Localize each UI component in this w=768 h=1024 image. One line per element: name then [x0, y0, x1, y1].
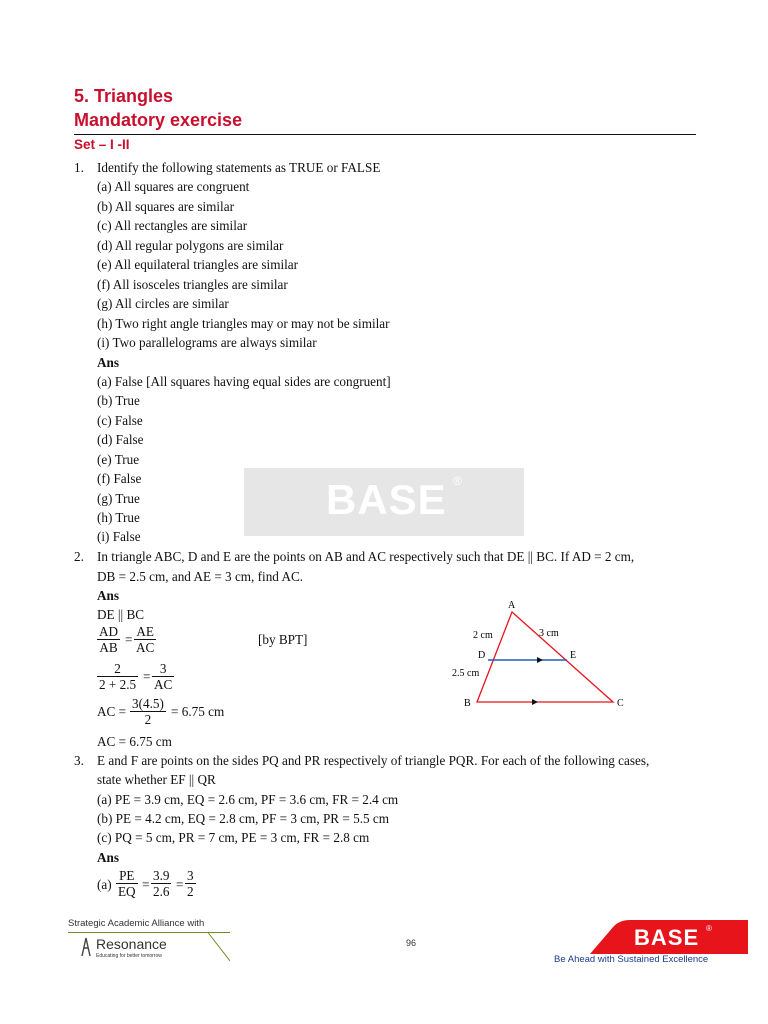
- q1-item: (c) All rectangles are similar: [97, 218, 248, 233]
- numerator: 3: [152, 661, 174, 677]
- q1-answer: (i) False: [97, 529, 141, 544]
- resonance-emblem-icon: [82, 938, 90, 956]
- base-logo-text: BASE: [634, 925, 700, 950]
- numerator: PE: [116, 868, 138, 884]
- base-logo: [590, 914, 750, 954]
- equals-sign: =: [125, 632, 133, 647]
- denominator: AB: [99, 640, 118, 655]
- denominator: AC: [154, 677, 173, 692]
- resonance-name: Resonance: [96, 936, 167, 952]
- q2-text-line1: In triangle ABC, D and E are the points on AB and AC respectively such that DE || BC. If AD = 2 cm,: [97, 549, 635, 564]
- q1-item: (b) All squares are similar: [97, 199, 234, 214]
- equals-sign: =: [142, 877, 150, 892]
- label-ae-length: 3 cm: [539, 628, 559, 639]
- q1-item: (f) All isosceles triangles are similar: [97, 277, 288, 292]
- header-rule: [74, 134, 696, 135]
- watermark-registered-mark: ®: [453, 474, 462, 488]
- q1-item: (g) All circles are similar: [97, 296, 229, 311]
- base-registered-mark: ®: [706, 924, 712, 933]
- equals-sign: =: [143, 669, 151, 684]
- q1-number: 1.: [74, 160, 84, 175]
- denominator: EQ: [118, 884, 136, 899]
- q3-case: (a) PE = 3.9 cm, EQ = 2.6 cm, PF = 3.6 cm, FR = 2.4 cm: [97, 792, 399, 807]
- q1-item: (e) All equilateral triangles are similar: [97, 257, 299, 272]
- chapter-title: 5. Triangles: [74, 86, 174, 106]
- fraction-pe-eq: [116, 868, 138, 899]
- ac-rhs: = 6.75 cm: [171, 704, 225, 719]
- q1-item: (i) Two parallelograms are always similar: [97, 335, 317, 350]
- label-ad-length: 2 cm: [473, 630, 493, 641]
- set-label: Set – I -II: [74, 137, 130, 152]
- q1-text: Identify the following statements as TRUE or FALSE: [97, 160, 381, 175]
- q1-item: (a) All squares are congruent: [97, 179, 250, 194]
- fraction-ad-ab: [97, 624, 120, 655]
- q3-case: (b) PE = 4.2 cm, EQ = 2.8 cm, PF = 3 cm, PR = 5.5 cm: [97, 811, 390, 826]
- q1-answer: (c) False: [97, 413, 143, 428]
- label-vertex-c: C: [617, 698, 624, 709]
- resonance-logo: [68, 932, 230, 962]
- page-number: 96: [406, 938, 417, 948]
- denominator: 2.6: [153, 884, 170, 899]
- fraction-3-over-ac: [152, 661, 174, 692]
- equals-sign: =: [176, 877, 184, 892]
- denominator: 2: [144, 712, 152, 727]
- resonance-tagline: Educating for better tomorrow: [96, 953, 162, 959]
- denominator: 2 + 2.5: [99, 677, 137, 692]
- q1-answer: (h) True: [97, 510, 140, 525]
- numerator: AD: [99, 624, 119, 639]
- fraction-3x4.5-over-2: [130, 696, 166, 727]
- fraction-3.9-2.6: [151, 868, 171, 899]
- section-title: Mandatory exercise: [74, 110, 243, 130]
- fraction-ae-ac: [134, 624, 156, 655]
- denominator: AC: [136, 640, 155, 655]
- triangle-abc: [477, 612, 613, 702]
- q1-answer: (e) True: [97, 452, 140, 467]
- q2-ans-label: Ans: [97, 588, 119, 603]
- numerator: 3(4.5): [132, 696, 164, 711]
- numerator: AE: [134, 624, 156, 640]
- watermark-logo: BASE: [326, 476, 447, 523]
- arrow-icon: [537, 657, 543, 663]
- fraction-2-over-sum: [97, 661, 138, 692]
- q3-case: (c) PQ = 5 cm, PR = 7 cm, PE = 3 cm, FR = 2.8 cm: [97, 830, 370, 845]
- q2-text-line2: DB = 2.5 cm, and AE = 3 cm, find AC.: [97, 569, 304, 584]
- label-point-d: D: [478, 650, 486, 661]
- q3-part-a-prefix: (a): [97, 877, 112, 892]
- q1-answer: (a) False [All squares having equal sides are congruent]: [97, 374, 391, 389]
- label-vertex-a: A: [508, 600, 516, 611]
- q1-answer: (b) True: [97, 393, 140, 408]
- denominator: 2: [187, 884, 194, 899]
- q3-text-line1: E and F are points on the sides PQ and PR respectively of triangle PQR. For each of the following cases,: [97, 753, 650, 768]
- q3-number: 3.: [74, 753, 84, 768]
- numerator: 2: [97, 661, 138, 677]
- fraction-3-2: [185, 868, 196, 899]
- ac-lhs: AC =: [97, 704, 127, 719]
- q1-answer: (g) True: [97, 491, 140, 506]
- q1-answer: (f) False: [97, 471, 142, 486]
- q3-ans-label: Ans: [97, 850, 119, 865]
- q1-item: (h) Two right angle triangles may or may not be similar: [97, 316, 390, 331]
- numerator: 3: [187, 868, 194, 883]
- arrow-icon: [532, 699, 538, 705]
- label-db-length: 2.5 cm: [452, 668, 480, 679]
- q1-answer: (d) False: [97, 432, 144, 447]
- q2-parallel-statement: DE || BC: [97, 607, 145, 622]
- footer-tagline: Be Ahead with Sustained Excellence: [554, 954, 709, 965]
- numerator: 3.9: [153, 868, 170, 883]
- q1-item: (d) All regular polygons are similar: [97, 238, 284, 253]
- triangle-abc-diagram: [440, 595, 640, 715]
- label-point-e: E: [570, 650, 577, 661]
- alliance-caption: Strategic Academic Alliance with: [68, 918, 205, 929]
- label-vertex-b: B: [464, 698, 471, 709]
- bpt-reference: [by BPT]: [258, 632, 308, 647]
- q3-text-line2: state whether EF || QR: [97, 772, 216, 787]
- q2-result: AC = 6.75 cm: [97, 734, 172, 749]
- q1-ans-label: Ans: [97, 355, 119, 370]
- q2-number: 2.: [74, 549, 84, 564]
